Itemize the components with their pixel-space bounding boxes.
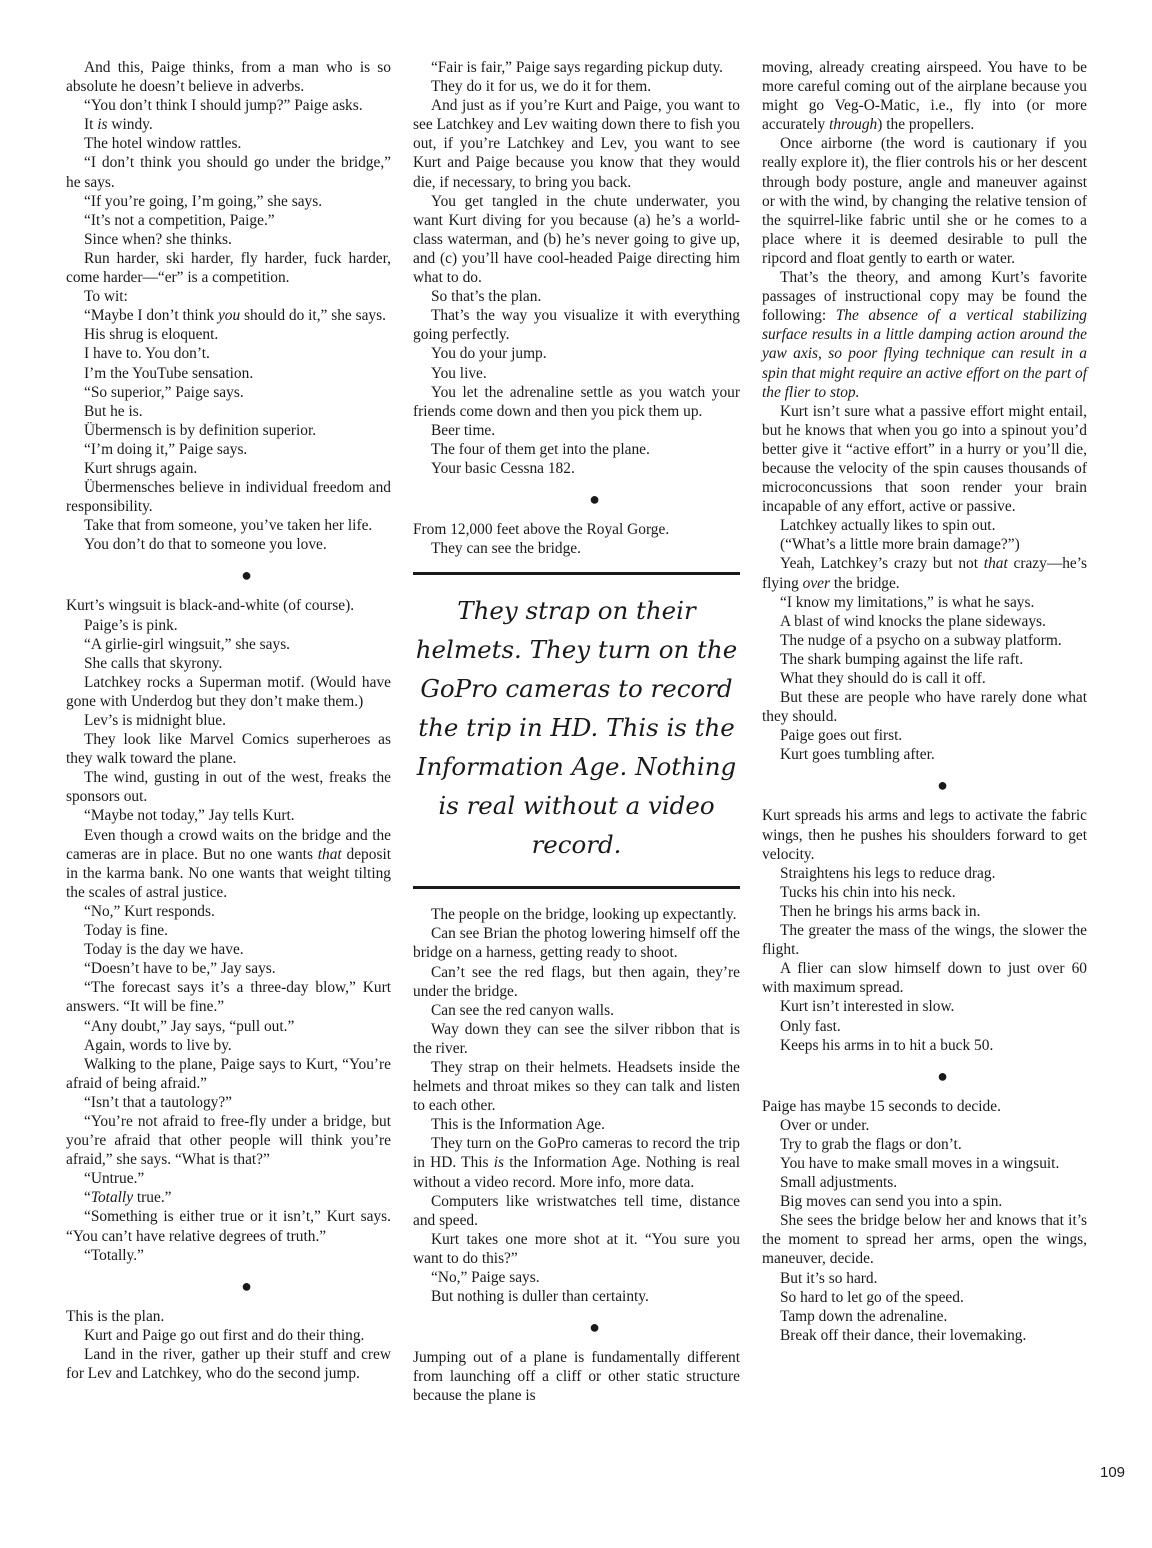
paragraph: You let the adrenaline settle as you watch your friends come down and then you pick them up. [413, 383, 740, 420]
paragraph: You have to make small moves in a wingsuit. [780, 1154, 1060, 1172]
paragraph: “Maybe I don’t think you should do it,” she says. [84, 307, 386, 325]
paragraph: You do your jump. [431, 345, 547, 363]
paragraph: Try to grab the flags or don’t. [780, 1135, 962, 1153]
paragraph: “So superior,” Paige says. [84, 383, 244, 401]
paragraph: “Doesn’t have to be,” Jay says. [84, 960, 276, 978]
paragraph: The wind, gusting in out of the west, freaks the sponsors out. [66, 769, 391, 806]
paragraph: The nudge of a psycho on a subway platform. [780, 631, 1062, 649]
paragraph: The people on the bridge, looking up expectantly. [431, 906, 737, 924]
paragraph: Latchkey rocks a Superman motif. (Would have gone with Underdog but they don’t make them.) [66, 673, 391, 710]
paragraph: Kurt spreads his arms and legs to activate the fabric wings, then he pushes his shoulders forward to get velocity. [762, 807, 1087, 863]
paragraph: You don’t do that to someone you love. [84, 536, 327, 554]
paragraph: “I know my limitations,” is what he says. [780, 593, 1035, 611]
paragraph: Big moves can send you into a spin. [780, 1193, 1003, 1211]
paragraph: Keeps his arms in to hit a buck 50. [780, 1036, 994, 1054]
paragraph: Can see the red canyon walls. [431, 1001, 614, 1019]
paragraph: Then he brings his arms back in. [780, 902, 981, 920]
paragraph: Can’t see the red flags, but then again, they’re under the bridge. [413, 963, 740, 1000]
paragraph: Jumping out of a plane is fundamentally different from launching off a cliff or other static structure because the plane is [413, 1349, 740, 1405]
paragraph: Over or under. [780, 1116, 870, 1134]
paragraph: But these are people who have rarely done what they should. [762, 689, 1087, 726]
paragraph: Paige’s is pink. [84, 616, 178, 634]
paragraph: The hotel window rattles. [84, 135, 242, 153]
paragraph: A blast of wind knocks the plane sideways. [780, 612, 1046, 630]
paragraph: This is the Information Age. [431, 1116, 605, 1134]
paragraph: Kurt isn’t interested in slow. [780, 998, 955, 1016]
paragraph: Walking to the plane, Paige says to Kurt, “You’re afraid of being afraid.” [66, 1055, 391, 1092]
section-break-bullet: ● [589, 489, 600, 510]
section-break-bullet: ● [937, 1065, 948, 1086]
paragraph: To wit: [84, 288, 128, 306]
paragraph: “You’re not afraid to free-fly under a bridge, but you’re afraid that other people will think you’re afraid,” she says. “What is that?” [66, 1112, 391, 1169]
paragraph: Kurt’s wingsuit is black-and-white (of course). [66, 597, 355, 615]
paragraph: It is windy. [84, 116, 153, 134]
paragraph: “It’s not a competition, Paige.” [84, 211, 275, 229]
paragraph: They do it for us, we do it for them. [431, 78, 652, 96]
paragraph: “You don’t think I should jump?” Paige asks. [84, 97, 363, 115]
paragraph: Way down they can see the silver ribbon that is the river. [413, 1020, 740, 1057]
paragraph: Paige has maybe 15 seconds to decide. [762, 1097, 1001, 1115]
paragraph: Take that from someone, you’ve taken her life. [84, 517, 373, 535]
paragraph: Once airborne (the word is cautionary if you really explore it), the flier controls his or her descent through body posture, angle and maneuver against or with the wind, by changing the relative tension of the squirrel-like fabric until she or he comes to a place where it is deemed desirable to pull the ripcord and float gently to earth or water. [762, 135, 1087, 267]
paragraph: Beer time. [431, 421, 496, 439]
paragraph: “If you’re going, I’m going,” she says. [84, 192, 323, 210]
paragraph: “The forecast says it’s a three-day blow,” Kurt answers. “It will be fine.” [66, 979, 391, 1016]
paragraph: Today is fine. [84, 922, 168, 940]
paragraph: Today is the day we have. [84, 941, 244, 959]
paragraph: I’m the YouTube sensation. [84, 364, 254, 382]
paragraph: Your basic Cessna 182. [431, 459, 575, 477]
paragraph: Übermensches believe in individual freedom and responsibility. [66, 479, 391, 516]
paragraph: But it’s so hard. [780, 1269, 878, 1287]
paragraph: I have to. You don’t. [84, 345, 210, 363]
paragraph: Straightens his legs to reduce drag. [780, 864, 996, 882]
paragraph: Yeah, Latchkey’s crazy but not that crazy—he’s flying over the bridge. [762, 555, 1088, 592]
paragraph: “Isn’t that a tautology?” [84, 1093, 233, 1111]
paragraph: This is the plan. [66, 1307, 165, 1325]
paragraph: Break off their dance, their lovemaking. [780, 1326, 1027, 1344]
paragraph: From 12,000 feet above the Royal Gorge. [413, 521, 670, 539]
paragraph: “Any doubt,” Jay says, “pull out.” [84, 1017, 295, 1035]
paragraph: Again, words to live by. [84, 1036, 232, 1054]
paragraph: Small adjustments. [780, 1174, 898, 1192]
paragraph: Run harder, ski harder, fly harder, fuck harder, come harder—“er” is a competition. [66, 249, 391, 287]
paragraph: They look like Marvel Comics superheroes as they walk toward the plane. [66, 731, 391, 768]
paragraph: Tucks his chin into his neck. [780, 883, 956, 901]
column-middle [413, 58, 740, 1406]
paragraph: She calls that skyrony. [84, 654, 223, 672]
section-break-bullet: ● [241, 1275, 252, 1296]
pull-quote: They strap on their helmets. They turn on the GoPro cameras to record the trip in HD. This is the Information Age. Nothing is real without a video record. [413, 572, 740, 889]
paragraph: A flier can slow himself down to just over 60 with maximum spread. [762, 960, 1087, 997]
paragraph: Even though a crowd waits on the bridge and the cameras are in place. But no one wants that deposit in the karma bank. No one wants that weight tilting the scales of astral justice. [66, 826, 391, 901]
paragraph: Tamp down the adrenaline. [780, 1307, 948, 1325]
paragraph: “Untrue.” [84, 1170, 145, 1188]
page-number: 109 [1100, 1464, 1126, 1481]
paragraph: Only fast. [780, 1017, 841, 1035]
paragraph: The greater the mass of the wings, the slower the flight. [762, 922, 1087, 959]
paragraph: “Totally.” [84, 1246, 144, 1264]
paragraph: “A girlie-girl wingsuit,” she says. [84, 635, 291, 653]
paragraph: They strap on their helmets. Headsets inside the helmets and throat mikes so they can talk and listen to each other. [413, 1059, 740, 1115]
paragraph: (“What’s a little more brain damage?”) [780, 536, 1020, 554]
paragraph: “Totally true.” [84, 1189, 172, 1207]
section-break-bullet: ● [937, 775, 948, 796]
section-break-bullet: ● [589, 1317, 600, 1338]
paragraph: They turn on the GoPro cameras to record the trip in HD. This is the Information Age. Nothing is real without a video record. More info, more data. [413, 1135, 740, 1191]
paragraph: And this, Paige thinks, from a man who is so absolute he doesn’t believe in adverbs. [66, 59, 391, 96]
paragraph: The shark bumping against the life raft. [780, 650, 1024, 668]
paragraph: Can see Brian the photog lowering himself off the bridge on a harness, getting ready to shoot. [413, 925, 740, 962]
paragraph: But nothing is duller than certainty. [431, 1288, 649, 1306]
paragraph: Übermensch is by definition superior. [84, 421, 317, 439]
paragraph: Latchkey actually likes to spin out. [780, 517, 996, 535]
paragraph: “I’m doing it,” Paige says. [84, 440, 248, 458]
paragraph: “Fair is fair,” Paige says regarding pickup duty. [431, 59, 724, 76]
paragraph: And just as if you’re Kurt and Paige, you want to see Latchkey and Lev waiting down there to fish you out, if you’re Latchkey and Lev, you want to see Kurt and Paige because you know that they would die, if necessary, to bring you back. [413, 97, 740, 191]
paragraph: You get tangled in the chute underwater, you want Kurt diving for you because (a) he’s a world-class waterman, and (b) he’s never going to give up, and (c) you’ll have cool-headed Paige directing him what to do. [413, 192, 740, 287]
paragraph: moving, already creating airspeed. You have to be more careful coming out of the airplane because you might go Veg-O-Matic, i.e., fly into (or more accurately through) the propellers. [762, 59, 1087, 134]
column-left [66, 58, 391, 1383]
paragraph: “No,” Paige says. [431, 1269, 540, 1287]
paragraph: That’s the way you visualize it with everything going perfectly. [413, 307, 740, 344]
paragraph: Land in the river, gather up their stuff and crew for Lev and Latchkey, who do the second jump. [66, 1345, 391, 1382]
paragraph: Kurt shrugs again. [84, 459, 198, 477]
paragraph: You live. [431, 364, 487, 382]
paragraph: “Maybe not today,” Jay tells Kurt. [84, 807, 295, 825]
paragraph: “I don’t think you should go under the bridge,” he says. [66, 154, 391, 191]
paragraph: Kurt goes tumbling after. [780, 746, 935, 764]
paragraph: What they should do is call it off. [780, 670, 986, 687]
paragraph: She sees the bridge below her and knows that it’s the moment to spread her arms, open the wings, maneuver, decide. [762, 1212, 1087, 1268]
section-break-bullet: ● [241, 565, 252, 586]
paragraph: Kurt isn’t sure what a passive effort might entail, but he knows that when you go into a spinout you’d better give it “active effort” in a hurry or you’ll die, because the velocity of the spin causes thousands of microconcussions that soon render your brain incapable of any effort, active or passive. [762, 402, 1087, 516]
paragraph: Kurt and Paige go out first and do their thing. [84, 1326, 365, 1344]
paragraph: Paige goes out first. [780, 727, 903, 745]
paragraph: The four of them get into the plane. [431, 440, 650, 458]
paragraph: So hard to let go of the speed. [780, 1288, 964, 1306]
column-right [762, 58, 1087, 1345]
paragraph: Computers like wristwatches tell time, distance and speed. [413, 1192, 740, 1229]
paragraph: That’s the theory, and among Kurt’s favorite passages of instructional copy may be found the following: The absence of a vertical stabilizing surface results in a little damping action around the yaw axis, so poor flying technique can result in a spin that might require an active effort on the part of the flier to stop. [762, 269, 1087, 401]
paragraph: So that’s the plan. [431, 288, 542, 306]
paragraph: But he is. [84, 402, 143, 420]
paragraph: “Something is either true or it isn’t,” Kurt says. “You can’t have relative degrees of truth.” [66, 1208, 391, 1245]
paragraph: Since when? she thinks. [84, 230, 232, 248]
paragraph: Lev’s is midnight blue. [84, 712, 226, 729]
paragraph: His shrug is eloquent. [84, 326, 219, 344]
paragraph: “No,” Kurt responds. [84, 902, 215, 920]
paragraph: They can see the bridge. [431, 540, 581, 558]
paragraph: Kurt takes one more shot at it. “You sure you want to do this?” [413, 1230, 740, 1267]
